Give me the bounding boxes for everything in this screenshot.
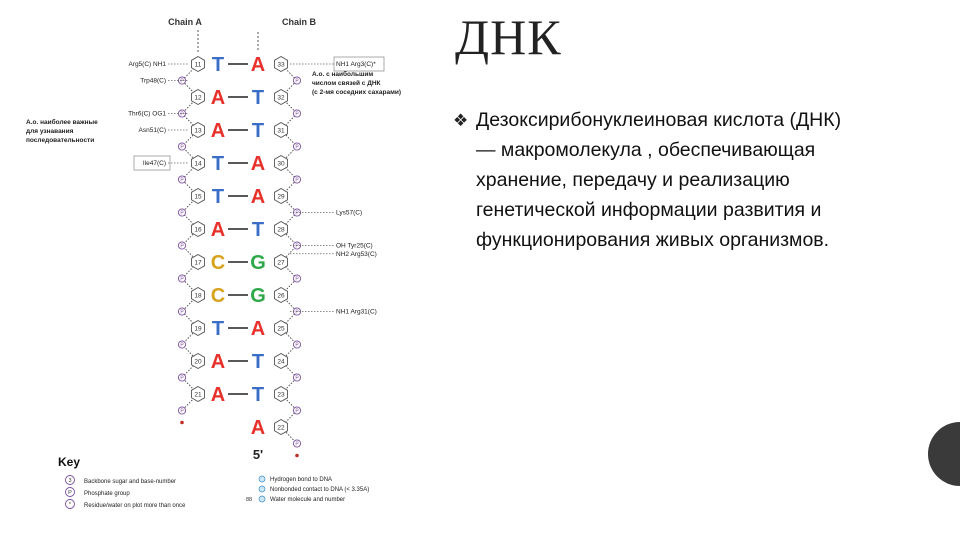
phosphate-label: P <box>180 111 184 118</box>
phosphate-label: P <box>180 375 184 382</box>
phosphate-label: P <box>295 441 299 448</box>
base-chain-b: A <box>250 417 266 439</box>
residue-label-left: Ile47(C) <box>142 160 166 167</box>
sugar-number: 20 <box>194 358 202 366</box>
base-chain-a: A <box>210 384 226 406</box>
left-note-line: для узнавания <box>26 128 74 135</box>
base-chain-b: G <box>250 252 266 274</box>
base-chain-b: T <box>251 384 265 406</box>
bullet-line: — макромолекула , обеспечивающая <box>476 139 816 161</box>
right-note-line: (с 2-мя соседних сахарами) <box>312 89 402 96</box>
base-chain-a: C <box>210 285 226 307</box>
sugar-number: 25 <box>277 325 285 333</box>
residue-label-left: Arg5(C) NH1 <box>128 61 166 68</box>
base-chain-a: T <box>211 54 225 76</box>
sugar-number: 11 <box>194 61 202 69</box>
residue-label-right: OH Tyr25(C) <box>336 242 373 250</box>
sugar-number: 26 <box>277 292 285 300</box>
phosphate-label: P <box>295 177 299 184</box>
key-title: Key <box>58 455 81 469</box>
sugar-number: 14 <box>194 160 202 168</box>
residue-label-left: Asn51(C) <box>138 127 166 134</box>
sugar-number: 27 <box>277 259 285 267</box>
right-note-line: А.о. с наибольшим <box>312 71 374 78</box>
key-text: Phosphate group <box>84 491 130 497</box>
phosphate-label: P <box>295 210 299 217</box>
phosphate-label: P <box>295 243 299 250</box>
bullet-line: генетической информации развития и <box>476 199 822 221</box>
sugar-number: 33 <box>277 61 285 69</box>
phosphate-label: P <box>295 342 299 349</box>
base-chain-b: T <box>251 219 265 241</box>
slide-title: ДНК <box>455 9 562 65</box>
base-chain-b: T <box>251 120 265 142</box>
left-note-line: последовательности <box>26 137 95 144</box>
sugar-number: 28 <box>277 226 285 234</box>
phosphate-label: P <box>295 408 299 415</box>
phosphate-label: P <box>180 342 184 349</box>
bullet-line: Дезоксирибонуклеиновая кислота (ДНК) <box>476 109 842 131</box>
chain-b-backbone <box>281 64 297 444</box>
phosphate-label: P <box>295 276 299 283</box>
bullet-line: хранение, передачу и реализацию <box>476 169 790 191</box>
base-chain-a: A <box>210 87 226 109</box>
base-chain-b: A <box>250 54 266 76</box>
sugar-number: 32 <box>277 94 285 102</box>
key-text: Hydrogen bond to DNA <box>270 477 333 483</box>
base-chain-b: T <box>251 87 265 109</box>
residue-label-right: NH1 Arg31(C) <box>336 308 377 316</box>
sugar-number: 16 <box>194 226 202 234</box>
residue-label-left: Trp48(C) <box>140 77 166 85</box>
residue-label-right: NH1 Arg3(C)* <box>336 61 376 68</box>
key-marker-icon <box>259 486 265 492</box>
key-symbol: * <box>68 502 72 508</box>
base-chain-a: T <box>211 186 225 208</box>
residue-label-right: NH2 Arg53(C) <box>336 250 377 258</box>
chain-b-end-dot <box>295 454 299 458</box>
base-chain-a: T <box>211 153 225 175</box>
base-chain-a: A <box>210 120 226 142</box>
chain-a-end-dot <box>180 421 184 425</box>
sugar-number: 13 <box>194 127 202 135</box>
left-note-line: А.о. наиболее важные <box>26 119 98 126</box>
phosphate-label: P <box>180 243 184 250</box>
chain-b-label: Chain B <box>281 17 317 27</box>
sugar-number: 24 <box>277 358 285 366</box>
phosphate-label: P <box>295 144 299 151</box>
bullet-lines <box>476 105 933 255</box>
key-marker-icon <box>259 476 265 482</box>
key-symbol: 88 <box>246 497 253 503</box>
key-symbol: P <box>68 490 72 496</box>
base-chain-b: G <box>250 285 266 307</box>
base-chain-b: A <box>250 153 266 175</box>
five-prime-label: 5' <box>252 447 264 462</box>
sugar-number: 29 <box>277 193 285 201</box>
corner-circle-decoration <box>928 422 960 486</box>
sugar-number: 31 <box>277 127 285 135</box>
key-text: Backbone sugar and base-number <box>84 479 177 485</box>
sugar-number: 30 <box>277 160 285 168</box>
bullet-diamond-icon: ❖ <box>453 111 469 130</box>
sugar-number: 15 <box>194 193 202 201</box>
phosphate-label: P <box>180 144 184 151</box>
phosphate-label: P <box>295 111 299 118</box>
base-chain-a: C <box>210 252 226 274</box>
sugar-number: 23 <box>277 391 285 399</box>
residue-label-left: Thr6(C) OG1 <box>128 110 166 118</box>
key-text: Nonbonded contact to DNA (< 3.35A) <box>270 487 370 493</box>
base-chain-b: A <box>250 186 266 208</box>
phosphate-label: P <box>180 78 184 85</box>
right-note-line: числом связей с ДНК <box>312 80 381 87</box>
sugar-number: 12 <box>194 94 202 102</box>
residue-label-right: Lys57(C) <box>336 209 363 217</box>
base-chain-a: T <box>211 318 225 340</box>
sugar-number: 19 <box>194 325 202 333</box>
key-text: Water molecule and number <box>270 497 346 503</box>
base-chain-b: T <box>251 351 265 373</box>
base-chain-b: A <box>250 318 266 340</box>
bullet-line: функционирования живых организмов. <box>476 229 830 251</box>
phosphate-label: P <box>295 78 299 85</box>
key-symbol: 3 <box>68 478 72 484</box>
chain-a-label: Chain A <box>168 17 202 27</box>
key-text: Residue/water on plot more than once <box>84 503 186 509</box>
sugar-number: 22 <box>277 424 285 432</box>
dna-diagram <box>0 0 440 540</box>
phosphate-label: P <box>180 276 184 283</box>
phosphate-label: P <box>180 408 184 415</box>
sugar-number: 18 <box>194 292 202 300</box>
key-marker-icon <box>259 496 265 502</box>
phosphate-label: P <box>295 375 299 382</box>
phosphate-label: P <box>180 210 184 217</box>
bullet-text <box>453 105 933 255</box>
base-chain-a: A <box>210 219 226 241</box>
sugar-number: 17 <box>194 259 202 267</box>
phosphate-label: P <box>180 177 184 184</box>
phosphate-label: P <box>295 309 299 316</box>
sugar-number: 21 <box>194 391 202 399</box>
phosphate-label: P <box>180 309 184 316</box>
base-chain-a: A <box>210 351 226 373</box>
